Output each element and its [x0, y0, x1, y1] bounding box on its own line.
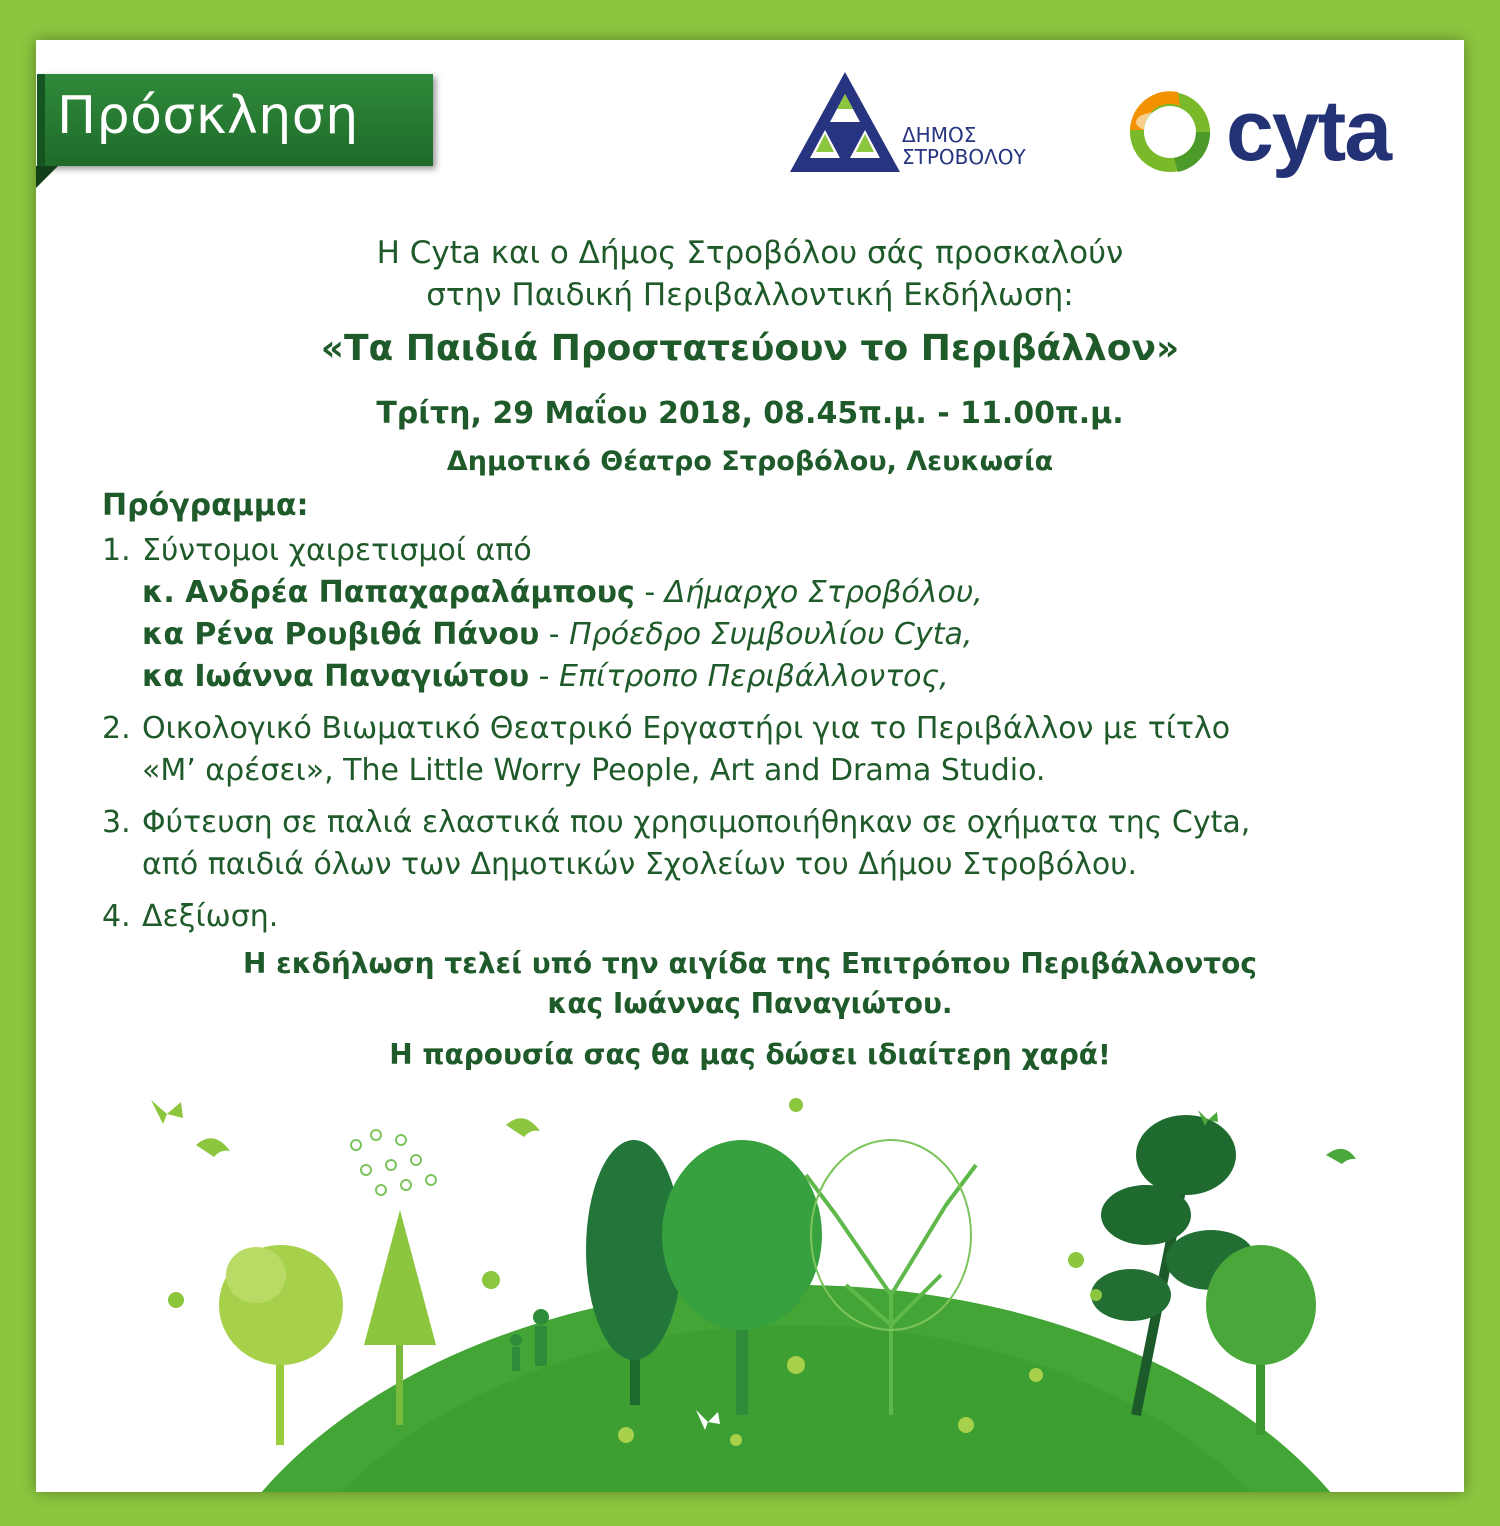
item-number: 4. — [102, 899, 131, 934]
guest-separator: - — [529, 659, 560, 694]
cyta-swirl-icon — [1118, 80, 1228, 180]
guest-name: κ. Ανδρέα Παπαχαραλάμπους — [142, 575, 635, 610]
program-list — [102, 530, 1392, 938]
ribbon-label: Πρόσκληση — [57, 86, 359, 146]
dots-cluster-icon — [351, 1130, 436, 1195]
forest-hill-illustration — [36, 1085, 1464, 1492]
program-item-1 — [102, 530, 1392, 698]
program-item-3 — [102, 802, 1392, 886]
guest-role: Επίτροπο Περιβάλλοντος, — [559, 659, 949, 694]
cyta-wordmark: cyta — [1226, 83, 1391, 179]
program-title: Πρόγραμμα: — [102, 488, 309, 523]
guest-line — [142, 614, 1392, 656]
item-line: από παιδιά όλων των Δημοτικών Σχολείων του Δήμου Στροβόλου. — [142, 847, 1138, 882]
cyta-logo — [1118, 80, 1418, 180]
patronage-note — [0, 944, 1500, 1024]
item-number: 3. — [102, 805, 131, 840]
guest-name: κα Ιωάννα Παναγιώτου — [142, 659, 530, 694]
intro-line1: Η Cyta και ο Δήμος Στροβόλου σάς προσκαλούν — [376, 235, 1124, 271]
intro-text — [0, 232, 1500, 316]
item-number: 2. — [102, 711, 131, 746]
strovolos-triangle-icon — [790, 72, 900, 177]
bird-icon — [506, 1118, 540, 1137]
bird-icon — [1326, 1149, 1356, 1164]
patronage-line1: Η εκδήλωση τελεί υπό την αιγίδα της Επιτρόπου Περιβάλλοντος — [242, 947, 1258, 980]
butterfly-icon — [151, 1100, 183, 1124]
invitation-ribbon — [37, 74, 433, 166]
item-line: Φύτευση σε παλιά ελαστικά που χρησιμοποιήθηκαν σε οχήματα της Cyta, — [142, 805, 1251, 840]
guest-line — [142, 656, 1392, 698]
guest-separator: - — [634, 575, 665, 610]
event-venue: Δημοτικό Θέατρο Στροβόλου, Λευκωσία — [446, 446, 1054, 477]
item-text: Δεξίωση. — [142, 899, 279, 934]
closing-line: Η παρουσία σας θα μας δώσει ιδιαίτερη χαρά! — [389, 1038, 1111, 1071]
light-green-tree-icon — [219, 1245, 343, 1445]
guest-role: Πρόεδρο Συμβουλίου Cyta, — [569, 617, 973, 652]
guest-line — [142, 572, 1392, 614]
strovolos-logo-line1: ΔΗΜΟΣ — [902, 123, 977, 147]
guest-name: κα Ρένα Ρουβιθά Πάνου — [142, 617, 540, 652]
program-item-4 — [102, 896, 1392, 938]
strovolos-logo-line2: ΣΤΡΟΒΟΛΟΥ — [902, 145, 1026, 169]
patronage-line2: κας Ιωάννας Παναγιώτου. — [547, 987, 953, 1020]
item-text: Σύντομοι χαιρετισμοί από — [142, 533, 532, 568]
item-line: Οικολογικό Βιωματικό Θεατρικό Εργαστήρι για το Περιβάλλον με τίτλο — [142, 711, 1231, 746]
event-title: «Τα Παιδιά Προστατεύουν το Περιβάλλον» — [320, 328, 1180, 369]
bird-icon — [196, 1138, 230, 1157]
strovolos-municipality-logo — [790, 72, 1080, 182]
ribbon-edge — [37, 74, 45, 166]
item-number: 1. — [102, 533, 131, 568]
guest-separator: - — [539, 617, 570, 652]
ribbon-fold — [36, 166, 58, 188]
guest-role: Δήμαρχο Στροβόλου, — [664, 575, 983, 610]
intro-line2: στην Παιδική Περιβαλλοντική Εκδήλωση: — [426, 277, 1074, 313]
program-item-2 — [102, 708, 1392, 792]
event-datetime: Τρίτη, 29 Μαΐου 2018, 08.45π.μ. - 11.00π.μ. — [376, 396, 1124, 431]
item-line: «Μ’ αρέσει», The Little Worry People, Art and Drama Studio. — [142, 753, 1046, 788]
